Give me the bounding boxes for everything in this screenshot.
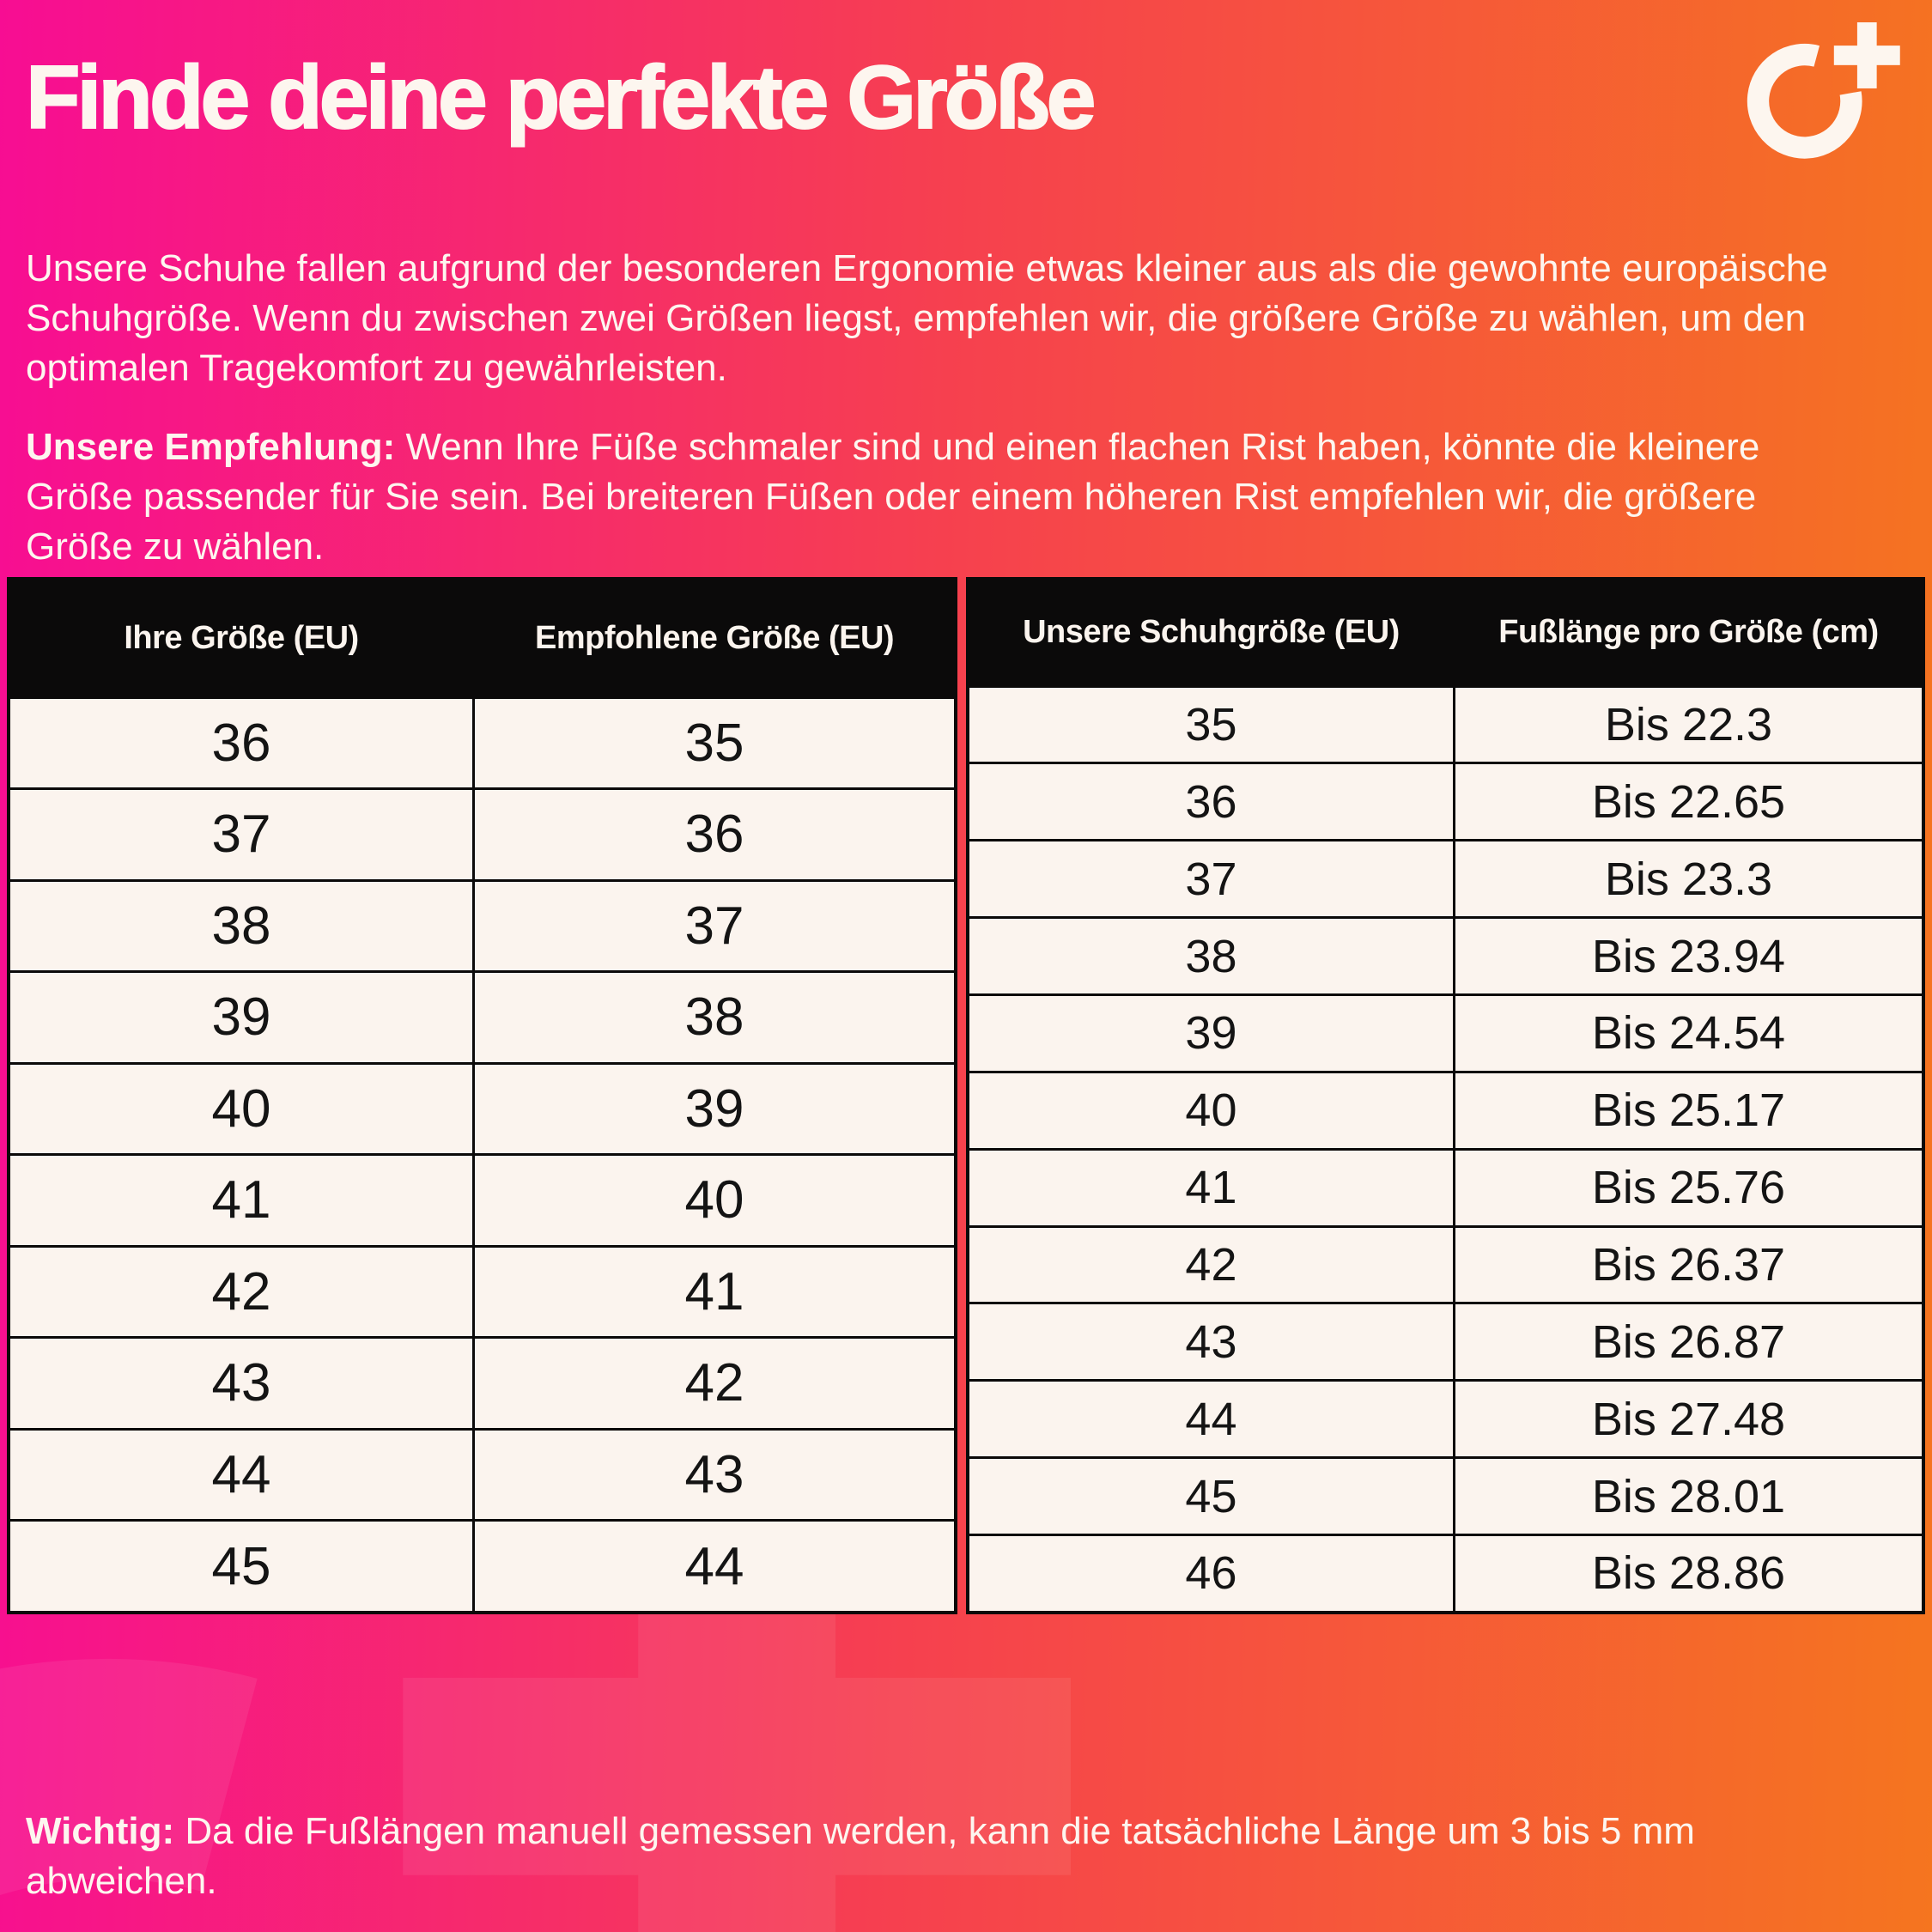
table-row xyxy=(968,994,1923,1072)
table-cell: 44 xyxy=(968,1381,1454,1458)
table-cell: Bis 26.87 xyxy=(1454,1303,1923,1381)
table-header-cell: Unsere Schuhgröße (EU) xyxy=(968,579,1454,686)
table-cell: 41 xyxy=(9,1155,474,1247)
table-cell: 43 xyxy=(474,1429,956,1521)
size-recommendation-table-header xyxy=(9,579,956,697)
note-text-body: Da die Fußlängen manuell gemessen werden, kann die tatsächliche Länge um 3 bis 5 mm abweichen. xyxy=(26,1810,1695,1903)
table-cell: 36 xyxy=(968,763,1454,841)
foot-length-table xyxy=(966,577,1925,1614)
table-cell: 40 xyxy=(474,1155,956,1247)
table-row xyxy=(9,1246,956,1338)
table-cell: 46 xyxy=(968,1534,1454,1613)
recommendation-label: Unsere Empfehlung: xyxy=(26,426,396,468)
table-cell: Bis 22.65 xyxy=(1454,763,1923,841)
table-header-row xyxy=(968,579,1923,686)
foot-length-table-body xyxy=(968,686,1923,1613)
note-text xyxy=(26,1807,1855,1906)
table-row xyxy=(9,1521,956,1613)
recommendation-text-body: Wenn Ihre Füße schmaler sind und einen flachen Rist haben, könnte die kleinere Größe passender für Sie sein. Bei breiteren Füßen oder einem höheren Rist empfehlen wir, die größere Größe zu wählen. xyxy=(26,426,1760,568)
intro-text-body: Unsere Schuhe fallen aufgrund der besonderen Ergonomie etwas kleiner aus als die gewohnte europäische Schuhgröße. Wenn du zwischen zwei Größen liegst, empfehlen wir, die größere Größe zu wählen, um den optimalen Tragekomfort zu gewährleisten. xyxy=(26,247,1828,390)
table-cell: Bis 25.76 xyxy=(1454,1149,1923,1226)
table-cell: 35 xyxy=(968,686,1454,763)
table-row xyxy=(968,841,1923,918)
table-cell: Bis 22.3 xyxy=(1454,686,1923,763)
table-cell: 35 xyxy=(474,697,956,789)
table-header-cell: Empfohlene Größe (EU) xyxy=(474,579,956,697)
page-title: Finde deine perfekte Größe xyxy=(26,48,1093,148)
table-cell: Bis 26.37 xyxy=(1454,1226,1923,1303)
table-row xyxy=(9,1155,956,1247)
size-recommendation-table-body xyxy=(9,697,956,1613)
table-cell: 39 xyxy=(9,972,474,1064)
intro-text xyxy=(26,244,1855,393)
table-row xyxy=(9,697,956,789)
table-cell: Bis 27.48 xyxy=(1454,1381,1923,1458)
table-row xyxy=(9,1063,956,1155)
table-cell: 37 xyxy=(9,789,474,881)
table-cell: 38 xyxy=(9,880,474,972)
table-cell: 36 xyxy=(9,697,474,789)
table-row xyxy=(9,880,956,972)
table-cell: 44 xyxy=(9,1429,474,1521)
table-row xyxy=(968,1149,1923,1226)
table-cell: Bis 24.54 xyxy=(1454,994,1923,1072)
table-cell: Bis 28.01 xyxy=(1454,1458,1923,1535)
table-cell: 38 xyxy=(474,972,956,1064)
table-cell: 42 xyxy=(968,1226,1454,1303)
table-cell: Bis 28.86 xyxy=(1454,1534,1923,1613)
table-row xyxy=(968,1381,1923,1458)
table-row xyxy=(968,1303,1923,1381)
table-header-cell: Ihre Größe (EU) xyxy=(9,579,474,697)
table-row xyxy=(9,972,956,1064)
table-row xyxy=(968,763,1923,841)
table-cell: 39 xyxy=(968,994,1454,1072)
table-cell: 41 xyxy=(968,1149,1454,1226)
table-row xyxy=(968,918,1923,995)
table-cell: 44 xyxy=(474,1521,956,1613)
table-cell: 45 xyxy=(9,1521,474,1613)
table-cell: 42 xyxy=(9,1246,474,1338)
table-cell: 38 xyxy=(968,918,1454,995)
table-cell: Bis 23.94 xyxy=(1454,918,1923,995)
table-row xyxy=(968,1072,1923,1149)
table-row xyxy=(968,686,1923,763)
table-cell: 39 xyxy=(474,1063,956,1155)
table-cell: 45 xyxy=(968,1458,1454,1535)
table-row xyxy=(968,1534,1923,1613)
note-label: Wichtig: xyxy=(26,1810,175,1852)
table-cell: Bis 23.3 xyxy=(1454,841,1923,918)
table-cell: 40 xyxy=(968,1072,1454,1149)
table-row xyxy=(9,789,956,881)
table-cell: 40 xyxy=(9,1063,474,1155)
table-row xyxy=(968,1226,1923,1303)
table-cell: 41 xyxy=(474,1246,956,1338)
table-row xyxy=(9,1429,956,1521)
table-row xyxy=(968,1458,1923,1535)
size-recommendation-table xyxy=(7,577,957,1614)
table-header-cell: Fußlänge pro Größe (cm) xyxy=(1454,579,1923,686)
table-cell: Bis 25.17 xyxy=(1454,1072,1923,1149)
table-cell: 43 xyxy=(968,1303,1454,1381)
table-row xyxy=(9,1338,956,1430)
o-plus-logo-icon xyxy=(1743,22,1905,165)
recommendation-text xyxy=(26,422,1855,572)
table-cell: 36 xyxy=(474,789,956,881)
foot-length-table-header xyxy=(968,579,1923,686)
table-header-row xyxy=(9,579,956,697)
table-cell: 42 xyxy=(474,1338,956,1430)
table-cell: 37 xyxy=(474,880,956,972)
table-cell: 43 xyxy=(9,1338,474,1430)
table-cell: 37 xyxy=(968,841,1454,918)
